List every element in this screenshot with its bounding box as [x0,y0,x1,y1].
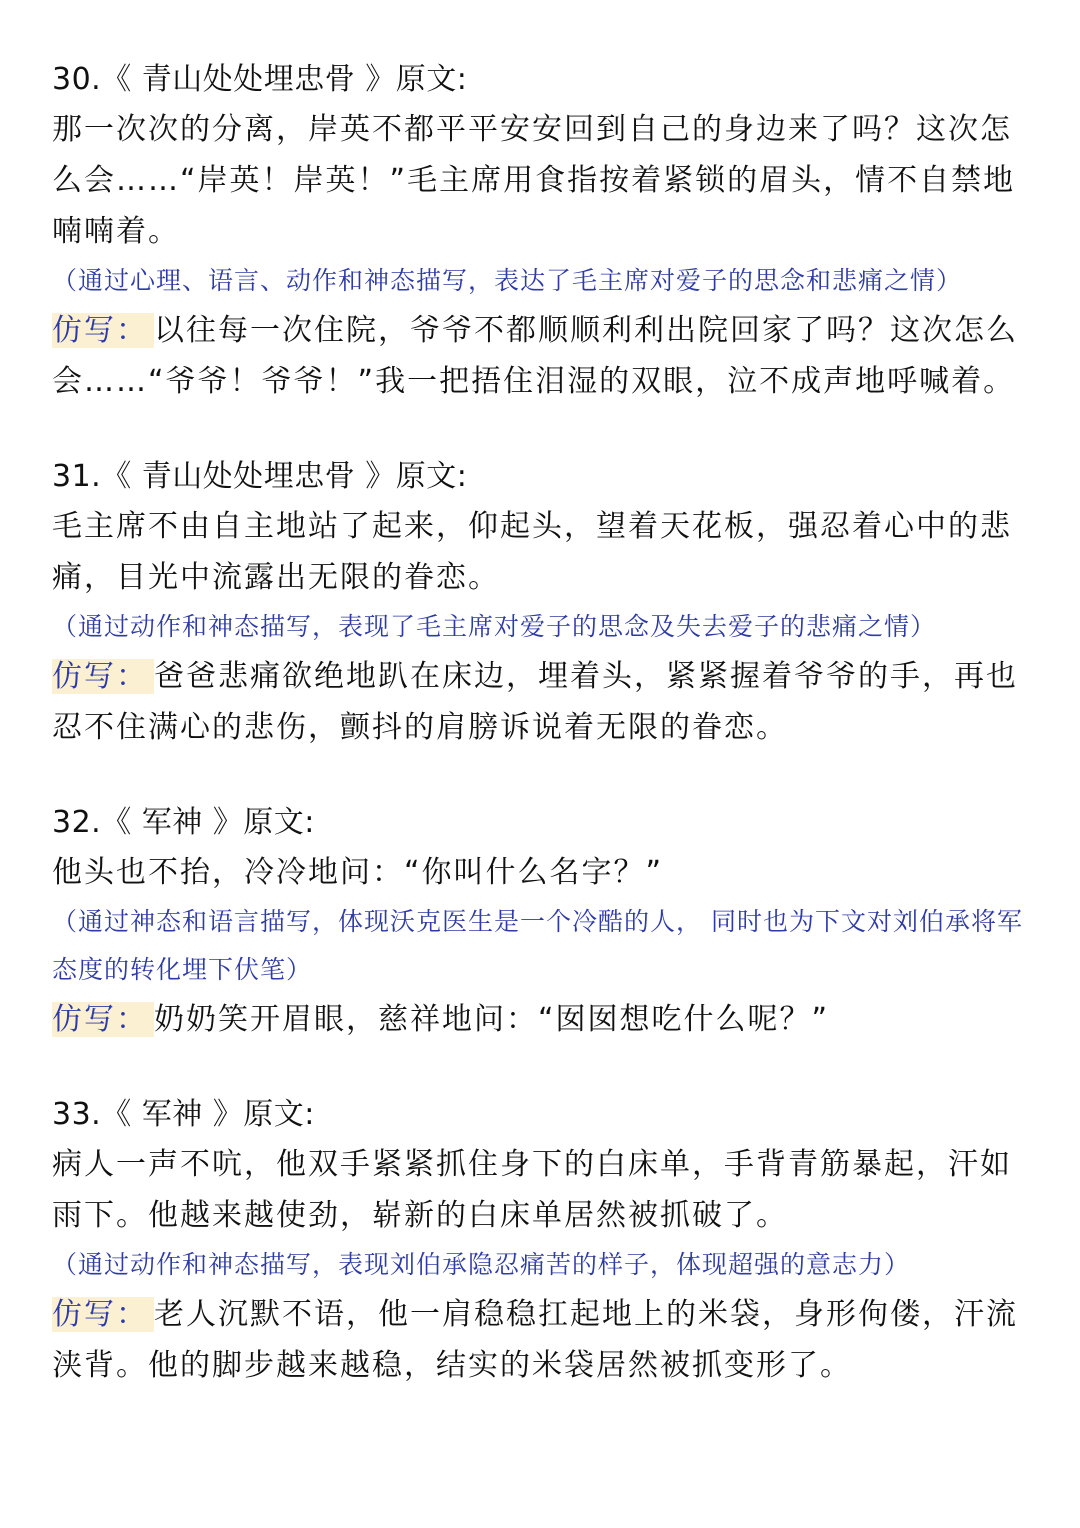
imitation-paragraph [52,305,1037,407]
entry-32 [52,799,1037,1045]
imitation-paragraph [52,651,1037,753]
original-text: 那一次次的分离，岸英不都平平安安回到自己的身边来了吗？这次怎么会……“岸英！岸英！”毛主席用食指按着紧锁的眉头，情不自禁地喃喃着。 [52,112,1016,249]
entry-30 [52,56,1037,407]
imitation-label: 仿写： [52,1002,154,1037]
imitation-text: 以往每一次住院，爷爷不都顺顺利利出院回家了吗？这次怎么会……“爷爷！爷爷！”我一把捂住泪湿的双眼，泣不成声地呼喊着。 [52,313,1018,399]
imitation-paragraph [52,1289,1037,1391]
document-page [52,56,1037,1391]
analysis-note: （通过动作和神态描写，表现刘伯承隐忍痛苦的样子，体现超强的意志力） [52,1250,911,1279]
analysis-note: （通过神态和语言描写，体现沃克医生是一个冷酷的人， 同时也为下文对刘伯承将军态度的转化埋下伏笔） [52,907,1023,984]
original-text: 毛主席不由自主地站了起来，仰起头，望着天花板，强忍着心中的悲痛，目光中流露出无限的眷恋。 [52,509,1012,595]
imitation-label: 仿写： [52,659,154,694]
entry-31 [52,453,1037,753]
entry-33 [52,1091,1037,1391]
imitation-text: 奶奶笑开眉眼，慈祥地问：“囡囡想吃什么呢？” [154,1002,830,1037]
original-text: 他头也不抬，冷冷地问：“你叫什么名字？” [52,855,664,890]
original-text: 病人一声不吭，他双手紧紧抓住身下的白床单，手背青筋暴起，汗如雨下。他越来越使劲，崭新的白床单居然被抓破了。 [52,1147,1012,1233]
imitation-text: 爸爸悲痛欲绝地趴在床边，埋着头，紧紧握着爷爷的手，再也忍不住满心的悲伤，颤抖的肩膀诉说着无限的眷恋。 [52,659,1018,745]
entry-title: 32.《 军神 》原文: [52,805,315,840]
analysis-note: （通过动作和神态描写，表现了毛主席对爱子的思念及失去爱子的悲痛之情） [52,612,937,641]
imitation-label: 仿写： [52,313,154,348]
imitation-paragraph [52,994,1037,1045]
analysis-note: （通过心理、语言、动作和神态描写，表达了毛主席对爱子的思念和悲痛之情） [52,266,963,295]
imitation-text: 老人沉默不语，他一肩稳稳扛起地上的米袋，身形佝偻，汗流浃背。他的脚步越来越稳，结实的米袋居然被抓变形了。 [52,1297,1018,1383]
entry-title: 31.《 青山处处埋忠骨 》原文: [52,459,468,494]
entry-title: 30.《 青山处处埋忠骨 》原文: [52,62,468,97]
imitation-label: 仿写： [52,1297,154,1332]
entry-title: 33.《 军神 》原文: [52,1097,315,1132]
